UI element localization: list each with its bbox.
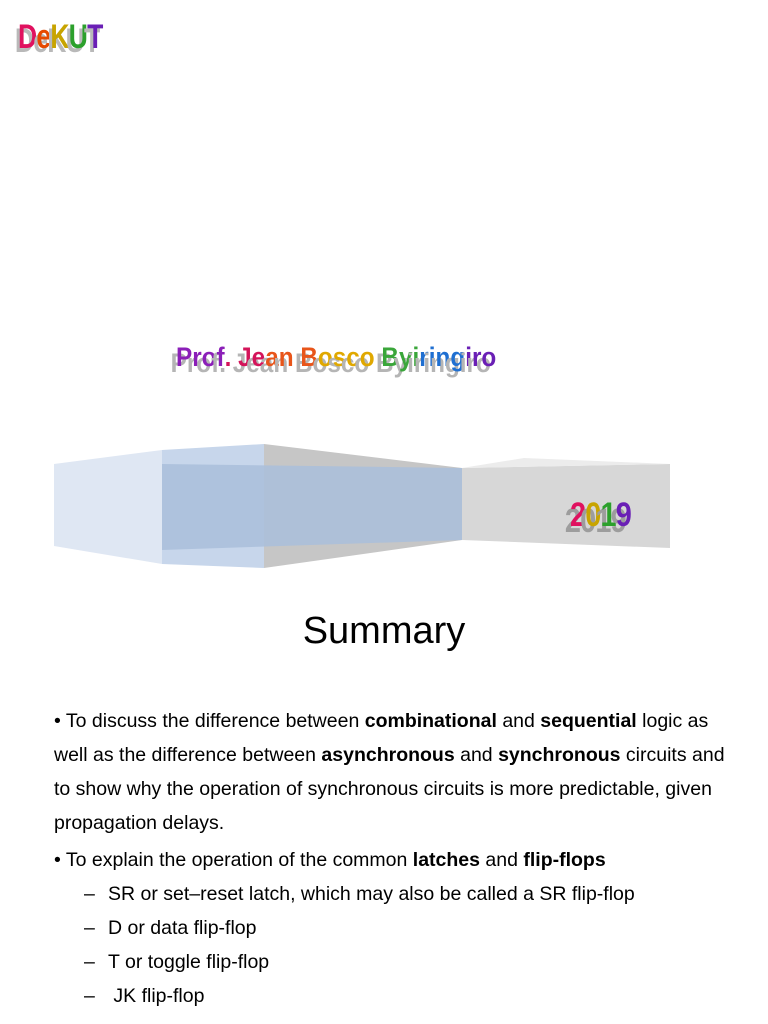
author-letter: n (435, 342, 451, 372)
bold-term: combinational (364, 710, 497, 732)
author-letter: e (251, 342, 266, 372)
logo-letter: K (50, 18, 69, 56)
text-run: and (496, 710, 541, 732)
dash-bullet: – (84, 951, 95, 973)
logo-letter: D (18, 18, 37, 56)
dekut-logo (18, 18, 103, 57)
author-letter: i (412, 342, 420, 372)
banner-blue-overlay (162, 464, 462, 550)
year-label (570, 496, 631, 535)
bold-term: flip-flops (523, 849, 606, 871)
author-letter: B (300, 342, 318, 372)
dash-bullet: – (84, 985, 95, 1007)
logo-letter: U (68, 18, 88, 56)
bold-term: synchronous (498, 744, 621, 766)
bold-term: asynchronous (321, 744, 455, 766)
sub-list-item (84, 979, 734, 1013)
banner-right-panel (462, 464, 670, 548)
sub-list-item (84, 911, 734, 945)
text-run: • To discuss the difference between (54, 710, 365, 732)
dash-bullet: – (84, 883, 95, 905)
author-letter: y (398, 342, 413, 372)
year-digit: 0 (585, 496, 601, 534)
year-digit: 9 (615, 496, 631, 534)
logo-letter: T (87, 18, 103, 56)
text-run: and (479, 849, 524, 871)
logo-letter: e (36, 18, 51, 56)
author-letter: o (317, 342, 333, 372)
sub-item-text: D or data flip-flop (108, 917, 257, 939)
author-letter: J (238, 342, 252, 372)
bold-term: sequential (540, 710, 637, 732)
sub-item-text: T or toggle flip-flop (108, 951, 270, 973)
author-letter: i (465, 342, 472, 372)
bold-term: latches (412, 849, 480, 871)
author-letter: r (192, 342, 202, 372)
text-run: and (454, 744, 499, 766)
text-run: logic as well as the difference between (54, 710, 709, 766)
author-letter: a (265, 342, 279, 372)
text-run: • To explain the operation of the common (54, 849, 413, 871)
year-digit: 2 (570, 496, 586, 534)
sub-item-text: JK flip-flop (108, 985, 205, 1007)
author-letter: o (201, 342, 217, 372)
sub-list-item (84, 877, 734, 911)
banner-left-panel (54, 450, 162, 564)
objective-paragraph-1 (54, 704, 734, 840)
author-letter: o (481, 342, 497, 372)
author-letter: s (332, 342, 347, 372)
author-letter: . (224, 342, 232, 372)
slide-body (54, 704, 734, 1013)
author-letter: B (381, 342, 399, 372)
author-letter: P (176, 342, 193, 372)
sub-item-text: SR or set–reset latch, which may also be called a SR flip-flop (108, 883, 635, 905)
author-letter: c (346, 342, 360, 372)
sub-list-item (84, 945, 734, 979)
author-letter: i (428, 342, 436, 372)
author-letter: r (471, 342, 482, 372)
author-name (176, 342, 554, 373)
author-letter: n (278, 342, 294, 372)
objective-paragraph-2 (54, 843, 734, 877)
slide-title: Summary (302, 610, 466, 652)
author-letter: g (450, 342, 466, 372)
author-letter: o (359, 342, 375, 372)
author-letter: r (419, 342, 429, 372)
author-letter: f (216, 342, 225, 372)
text-run: circuits and to show why the operation of synchronous circuits is more predictable, given propagation delays. (54, 744, 725, 834)
year-digit: 1 (600, 496, 616, 534)
dash-bullet: – (84, 917, 95, 939)
